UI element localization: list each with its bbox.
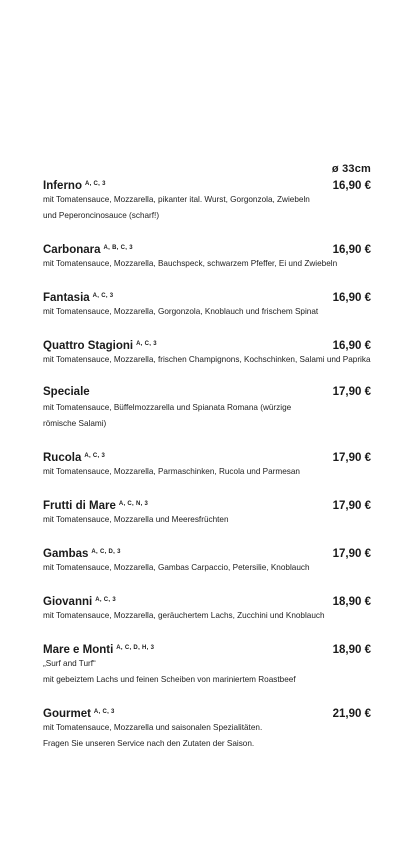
- item-name: Gourmet $^{A, C, 3}$: [43, 708, 115, 720]
- allergen-codes: A, C, 3: [136, 341, 157, 347]
- item-description: mit Tomatensauce, Mozzarella, Gorgonzola, Knoblauch und frischem Spinat: [43, 307, 319, 316]
- allergen-codes: A, C, D, H, 3: [116, 645, 155, 651]
- menu-item-inferno: [43, 176, 371, 224]
- item-name: Quattro Stagioni $^{A, C, 3}$: [43, 340, 157, 352]
- item-description: mit Tomatensauce, Büffelmozzarella und Spianata Romana (würzige: [43, 403, 292, 412]
- menu-item-rucola: [43, 448, 371, 480]
- item-name: Fantasia $^{A, C, 3}$: [43, 292, 114, 304]
- menu-item-gambas: [43, 544, 371, 576]
- item-price: 17,90 €: [332, 386, 371, 398]
- item-description: und Peperoncinosauce (scharf!): [43, 211, 160, 220]
- allergen-codes: A, C, D, 3: [91, 549, 121, 555]
- item-price: 18,90 €: [332, 644, 371, 656]
- item-price: 21,90 €: [332, 708, 371, 720]
- allergen-codes: A, C, 3: [84, 181, 106, 187]
- item-description: mit Tomatensauce, Mozzarella, Parmaschinken, Rucola und Parmesan: [43, 467, 300, 476]
- item-price: 16,90 €: [332, 292, 371, 304]
- item-price: 17,90 €: [332, 500, 371, 512]
- menu-item-frutti-di-mare: [43, 496, 371, 528]
- menu-item-carbonara: [43, 240, 371, 272]
- item-description: „Surf and Turf“: [43, 659, 96, 668]
- menu-item-quattro-stagioni: [43, 336, 371, 368]
- item-description: Fragen Sie unseren Service nach den Zutaten der Saison.: [43, 739, 255, 748]
- item-description: mit gebeiztem Lachs und feinen Scheiben von mariniertem Roastbeef: [43, 675, 296, 684]
- menu-item-fantasia: [43, 288, 371, 320]
- item-name: Carbonara $^{A, B, C, 3}$: [43, 244, 133, 256]
- menu-item-gourmet: [43, 704, 371, 752]
- item-price: 16,90 €: [332, 340, 371, 352]
- allergen-codes: A, C, 3: [84, 453, 106, 459]
- allergen-codes: A, B, C, 3: [103, 245, 133, 251]
- item-name: Mare e Monti $^{A, C, D, H, 3}$: [43, 644, 155, 656]
- item-price: 16,90 €: [332, 180, 371, 192]
- item-price: 16,90 €: [332, 244, 371, 256]
- menu-item-mare-e-monti: [43, 640, 371, 688]
- allergen-codes: A, C, 3: [92, 293, 114, 299]
- item-description: mit Tomatensauce, Mozzarella und Meeresfrüchten: [43, 515, 229, 524]
- item-name: Rucola $^{A, C, 3}$: [43, 452, 106, 464]
- allergen-codes: A, C, N, 3: [118, 501, 149, 507]
- menu-item-speciale: [43, 384, 371, 432]
- item-description: mit Tomatensauce, Mozzarella, geräuchertem Lachs, Zucchini und Knoblauch: [43, 611, 325, 620]
- item-description: mit Tomatensauce, Mozzarella, frischen Champignons, Kochschinken, Salami und Paprika: [43, 355, 371, 364]
- item-price: 17,90 €: [332, 548, 371, 560]
- item-name: Giovanni $^{A, C, 3}$: [43, 596, 116, 608]
- item-description: mit Tomatensauce, Mozzarella und saisonalen Spezialitäten.: [43, 723, 263, 732]
- item-name: Speciale: [43, 386, 90, 398]
- item-description: mit Tomatensauce, Mozzarella, Bauchspeck, schwarzem Pfeffer, Ei und Zwiebeln: [43, 259, 338, 268]
- item-price: 17,90 €: [332, 452, 371, 464]
- allergen-codes: A, C, 3: [93, 709, 115, 715]
- size-header: ø 33cm: [331, 163, 371, 175]
- item-description: römische Salami): [43, 419, 107, 428]
- item-name: Inferno $^{A, C, 3}$: [43, 180, 106, 192]
- allergen-codes: A, C, 3: [95, 597, 116, 603]
- menu-section: [43, 162, 371, 752]
- item-description: mit Tomatensauce, Mozzarella, Gambas Carpaccio, Petersilie, Knoblauch: [43, 563, 310, 572]
- menu-item-giovanni: [43, 592, 371, 624]
- item-price: 18,90 €: [332, 596, 371, 608]
- item-name: Gambas $^{A, C, D, 3}$: [43, 548, 121, 560]
- item-name: Frutti di Mare $^{A, C, N, 3}$: [43, 500, 149, 512]
- item-description: mit Tomatensauce, Mozzarella, pikanter ital. Wurst, Gorgonzola, Zwiebeln: [43, 195, 310, 204]
